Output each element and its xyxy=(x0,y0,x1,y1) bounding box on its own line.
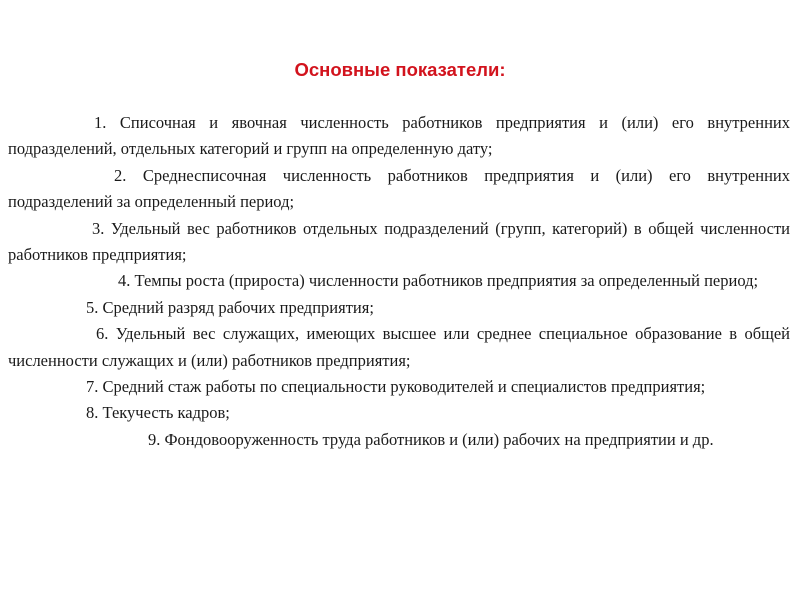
list-item-8: 8. Текучесть кадров; xyxy=(86,403,230,423)
list-item-5: 5. Средний разряд рабочих предприятия; xyxy=(86,297,374,317)
list-item-9: 9. Фондовооруженность труда работников и (или) рабочих на предприятии и др. xyxy=(148,429,714,449)
list-item-3: 3. Удельный вес работников отдельных подразделений (групп, категорий) в общей численности работников предприятия; xyxy=(8,218,790,265)
list-item-1: 1. Списочная и явочная численность работников предприятия и (или) его внутренних подразделений, отдельных категорий и групп на определенную дату; xyxy=(8,113,790,159)
list-item-2: 2. Среднесписочная численность работников предприятия и (или) его внутренних подразделений за определенный период; xyxy=(8,165,790,212)
list-item-7: 7. Средний стаж работы по специальности руководителей и специалистов предприятия; xyxy=(86,377,706,397)
indicators-list xyxy=(8,110,790,453)
list-item-4: 4. Темпы роста (прироста) численности работников предприятия за определенный период; xyxy=(118,271,759,291)
slide-title: Основные показатели: xyxy=(294,59,506,80)
list-item-6: 6. Удельный вес служащих, имеющих высшее или среднее специальное образование в общей численности служащих и (или) работников предприятия; xyxy=(8,324,790,370)
